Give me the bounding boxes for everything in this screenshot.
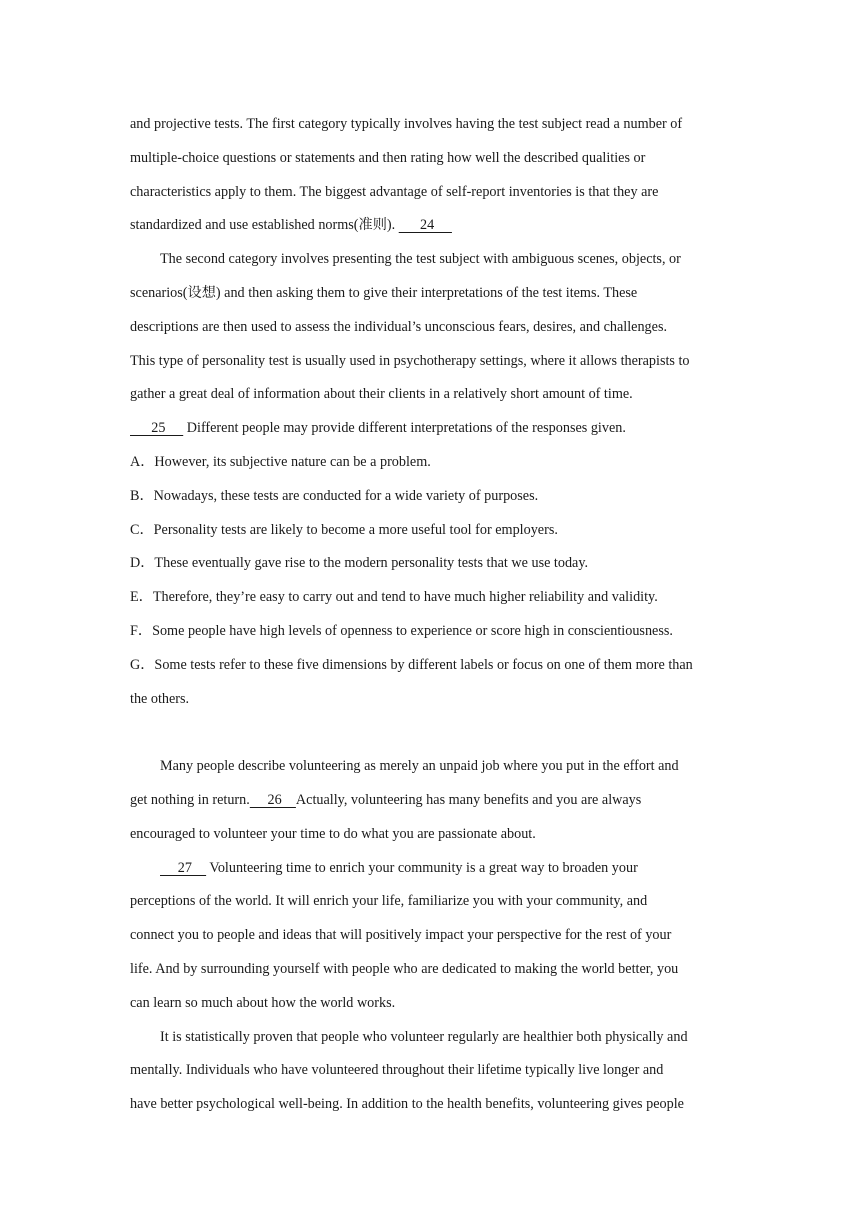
answer-blank-25: 25 <box>130 420 184 437</box>
text-line: It is statistically proven that people who volunteer regularly are healthier both physically and <box>160 1028 688 1045</box>
text-line: multiple-choice questions or statements and then rating how well the described qualities or <box>130 149 646 166</box>
option-b: B．Nowadays, these tests are conducted for a wide variety of purposes. <box>130 487 539 504</box>
text-line: descriptions are then used to assess the individual’s unconscious fears, desires, and challenges. <box>130 318 668 335</box>
option-f: F．Some people have high levels of openness to experience or score high in conscientiousness. <box>130 622 673 639</box>
text-line: gather a great deal of information about their clients in a relatively short amount of time. <box>130 386 633 403</box>
text-line <box>130 412 732 446</box>
text-line: Many people describe volunteering as merely an unpaid job where you put in the effort and <box>160 758 679 775</box>
text-line: This type of personality test is usually used in psychotherapy settings, where it allows therapists to <box>130 352 690 369</box>
text-segment: Actually, volunteering has many benefits and you are always <box>295 791 642 808</box>
option-g-continued: the others. <box>130 690 190 707</box>
answer-blank-24: 24 <box>398 217 452 234</box>
text-line: perceptions of the world. It will enrich your life, familiarize you with your community, and <box>130 893 648 910</box>
text-line: mentally. Individuals who have volunteered throughout their lifetime typically live longer and <box>130 1062 664 1079</box>
option-d: D．These eventually gave rise to the modern personality tests that we use today. <box>130 555 589 572</box>
answer-blank-27: 27 <box>160 859 207 876</box>
text-line: The second category involves presenting the test subject with ambiguous scenes, objects, or <box>160 251 681 268</box>
text-line <box>130 784 732 818</box>
text-segment: Volunteering time to enrich your community is a great way to broaden your <box>206 859 638 876</box>
answer-blank-26: 26 <box>249 791 296 808</box>
text-segment: get nothing in return. <box>130 791 250 808</box>
option-g: G．Some tests refer to these five dimensions by different labels or focus on one of them more than <box>130 656 693 673</box>
text-line <box>130 209 732 243</box>
option-c: C．Personality tests are likely to become a more useful tool for employers. <box>130 521 558 538</box>
text-line: scenarios(设想) and then asking them to give their interpretations of the test items. These <box>130 284 638 301</box>
text-line: encouraged to volunteer your time to do what you are passionate about. <box>130 825 536 842</box>
option-a: A．However, its subjective nature can be a problem. <box>130 453 431 470</box>
document-body <box>130 108 732 1122</box>
text-line: characteristics apply to them. The biggest advantage of self-report inventories is that they are <box>130 183 659 200</box>
text-line: have better psychological well-being. In addition to the health benefits, volunteering gives people <box>130 1096 684 1113</box>
text-segment: standardized and use established norms(准则). <box>130 217 399 234</box>
text-line <box>130 852 732 886</box>
text-line: and projective tests. The first category typically involves having the test subject read a number of <box>130 116 683 132</box>
section-spacer <box>130 716 732 750</box>
text-line: connect you to people and ideas that will positively impact your perspective for the rest of your <box>130 927 672 944</box>
text-line: can learn so much about how the world works. <box>130 994 396 1011</box>
option-e: E．Therefore, they’re easy to carry out and tend to have much higher reliability and validity. <box>130 589 658 606</box>
text-line: life. And by surrounding yourself with people who are dedicated to making the world better, you <box>130 960 679 977</box>
text-segment: Different people may provide different interpretations of the responses given. <box>183 420 626 437</box>
